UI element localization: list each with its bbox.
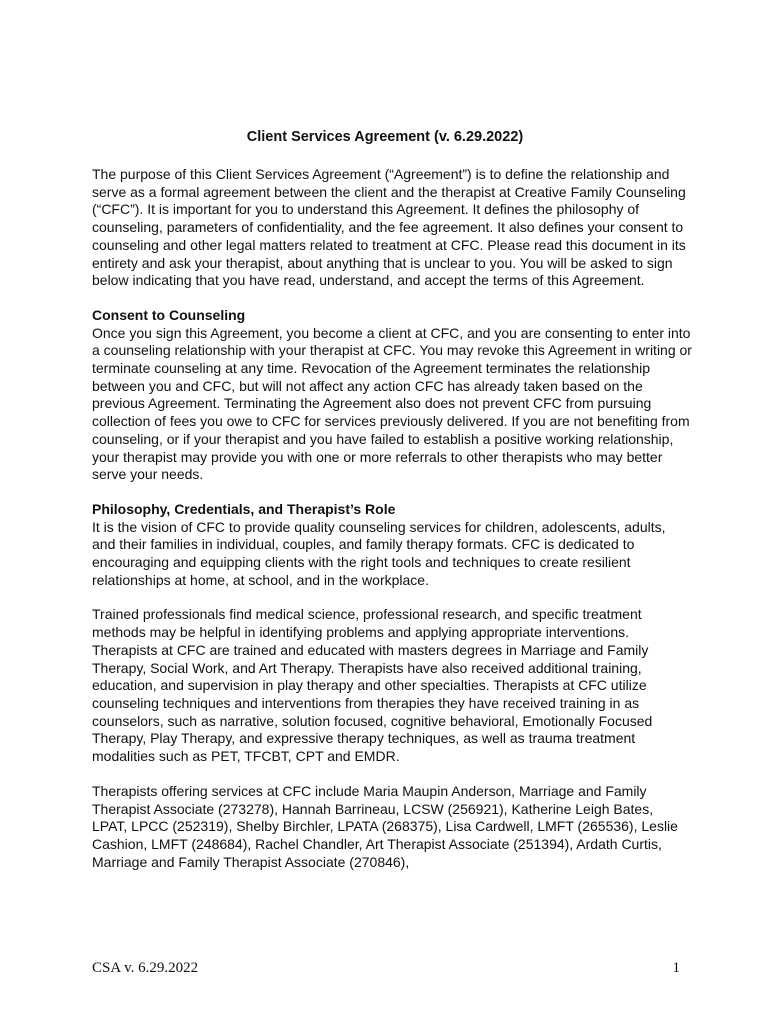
philosophy-section	[92, 501, 692, 590]
consent-section	[92, 307, 692, 484]
philosophy-body: It is the vision of CFC to provide quality counseling services for children, adolescents, adults, and their families in individual, couples, and family therapy formats. CFC is dedicated to encouraging and equipping clients with the right tools and techniques to create resilient relationships at home, at school, and in the workplace.	[92, 518, 666, 588]
consent-body: Once you sign this Agreement, you become a client at CFC, and you are consenting to enter into a counseling relationship with your therapist at CFC. You may revoke this Agreement in writing or terminate counseling at any time. Revocation of the Agreement terminates the relationship between you and CFC, but will not affect any action CFC has already taken based on the previous Agreement. Terminating the Agreement also does not prevent CFC from pursuing collection of fees you owe to CFC for services previously delivered. If you are not benefiting from counseling, or if your therapist and you have failed to establish a positive working relationship, your therapist may provide you with one or more referrals to other therapists who may better serve your needs.	[92, 324, 692, 483]
consent-heading: Consent to Counseling	[92, 306, 246, 323]
training-paragraph: Trained professionals find medical science, professional research, and specific treatment methods may be helpful in identifying problems and applying appropriate interventions. Therapists at CFC are trained and educated with masters degrees in Marriage and Family Therapy, Social Work, and Art Therapy. Therapists have also received additional training, education, and supervision in play therapy and other specialties. Therapists at CFC utilize counseling techniques and interventions from therapies they have received training in as counselors, such as narrative, solution focused, cognitive behavioral, Emotionally Focused Therapy, Play Therapy, and expressive therapy techniques, as well as trauma treatment modalities such as PET, TFCBT, CPT and EMDR.	[92, 606, 653, 765]
intro-paragraph: The purpose of this Client Services Agreement (“Agreement”) is to define the relationship and serve as a formal agreement between the client and the therapist at Creative Family Counseling (“CFC”). It is important for you to understand this Agreement. It defines the philosophy of counseling, parameters of confidentiality, and the fee agreement. It also defines your consent to counseling and other legal matters related to treatment at CFC. Please read this document in its entirety and ask your therapist, about anything that is unclear to you. You will be asked to sign below indicating that you have read, understand, and accept the terms of this Agreement.	[92, 166, 686, 289]
page-number: 1	[672, 960, 680, 976]
philosophy-heading: Philosophy, Credentials, and Therapist’s Role	[92, 500, 396, 517]
therapists-paragraph: Therapists offering services at CFC include Maria Maupin Anderson, Marriage and Family Therapist Associate (273278), Hannah Barrineau, LCSW (256921), Katherine Leigh Bates, LPAT, LPCC (252319), Shelby Birchler, LPATA (268375), Lisa Cardwell, LMFT (265536), Leslie Cashion, LMFT (248684), Rachel Chandler, Art Therapist Associate (251394), Ardath Curtis, Marriage and Family Therapist Associate (270846),	[92, 782, 678, 870]
document-body	[92, 166, 692, 888]
footer-version-label: CSA v. 6.29.2022	[92, 960, 199, 976]
document-title: Client Services Agreement (v. 6.29.2022)	[246, 129, 524, 145]
